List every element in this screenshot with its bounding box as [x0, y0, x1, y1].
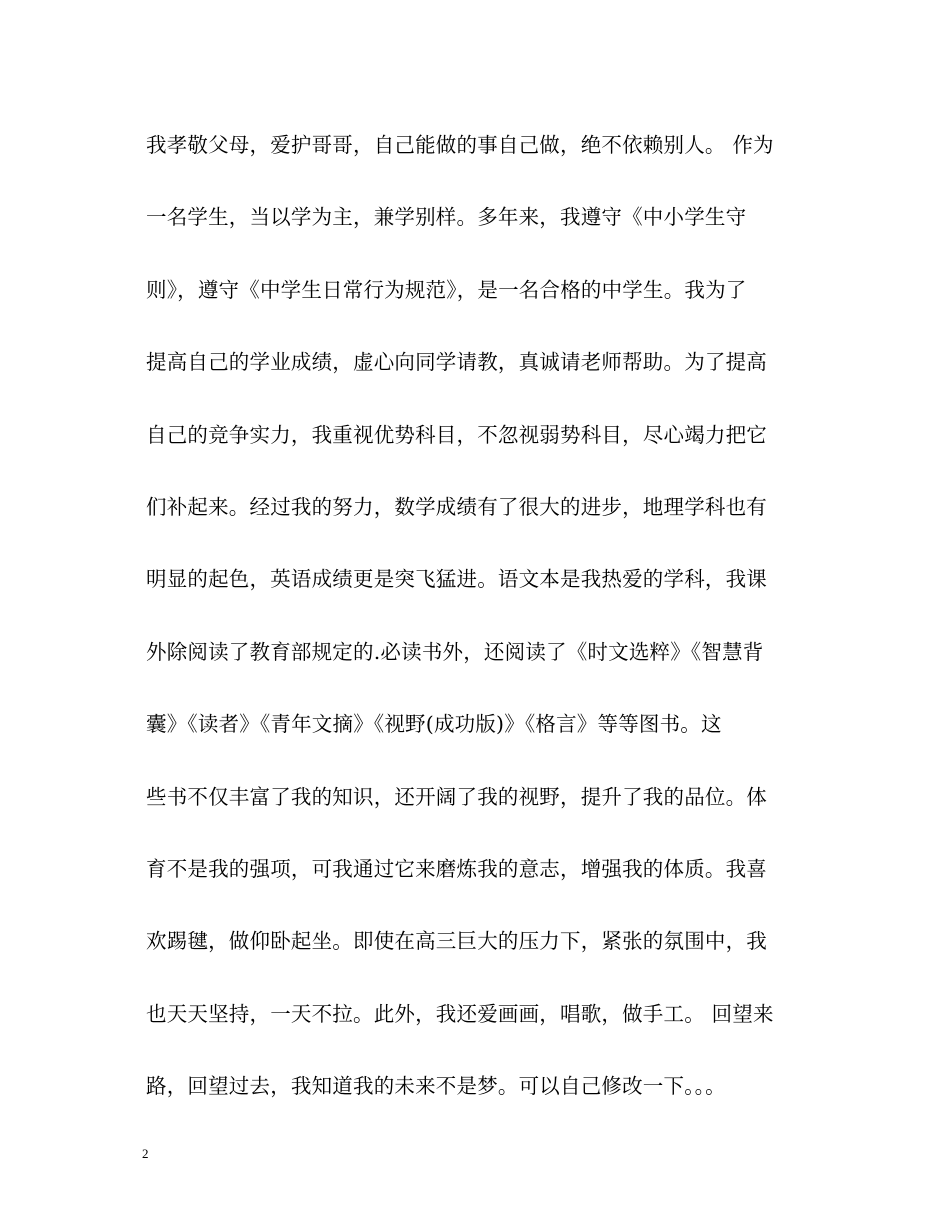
- text-line: 明显的起色，英语成绩更是突飞猛进。语文本是我热爱的学科，我课: [146, 567, 767, 592]
- text-line: 欢踢毽，做仰卧起坐。即使在高三巨大的压力下，紧张的氛围中，我: [146, 929, 767, 954]
- text-line: 育不是我的强项，可我通过它来磨炼我的意志，增强我的体质。我喜: [146, 856, 767, 881]
- text-line: 也天天坚持，一天不拉。此外，我还爱画画，唱歌，做手工。 回望来: [146, 1001, 774, 1026]
- text-line: 则》，遵守《中学生日常行为规范》，是一名合格的中学生。我为了: [146, 277, 747, 302]
- text-line: 一名学生，当以学为主，兼学别样。多年来，我遵守《中小学生守: [146, 205, 747, 230]
- text-line: 自己的竞争实力，我重视优势科目，不忽视弱势科目，尽心竭力把它: [146, 422, 767, 447]
- text-line: 些书不仅丰富了我的知识，还开阔了我的视野，提升了我的品位。体: [146, 784, 767, 809]
- text-line: 路，回望过去，我知道我的未来不是梦。可以自己修改一下。。。: [146, 1074, 726, 1099]
- body-text: [146, 122, 816, 1135]
- page-number: 2: [142, 1146, 149, 1161]
- text-line: 外除阅读了教育部规定的.必读书外，还阅读了《时文选粹》《智慧背: [146, 639, 764, 664]
- text-line: 提高自己的学业成绩，虚心向同学请教，真诚请老师帮助。为了提高: [146, 350, 767, 375]
- text-line: 我孝敬父母，爱护哥哥，自己能做的事自己做，绝不依赖别人。 作为: [146, 133, 774, 157]
- text-line: 囊》《读者》《青年文摘》《视野(成功版)》《格言》等等图书。这: [146, 712, 722, 737]
- text-line: 们补起来。经过我的努力，数学成绩有了很大的进步，地理学科也有: [146, 494, 767, 519]
